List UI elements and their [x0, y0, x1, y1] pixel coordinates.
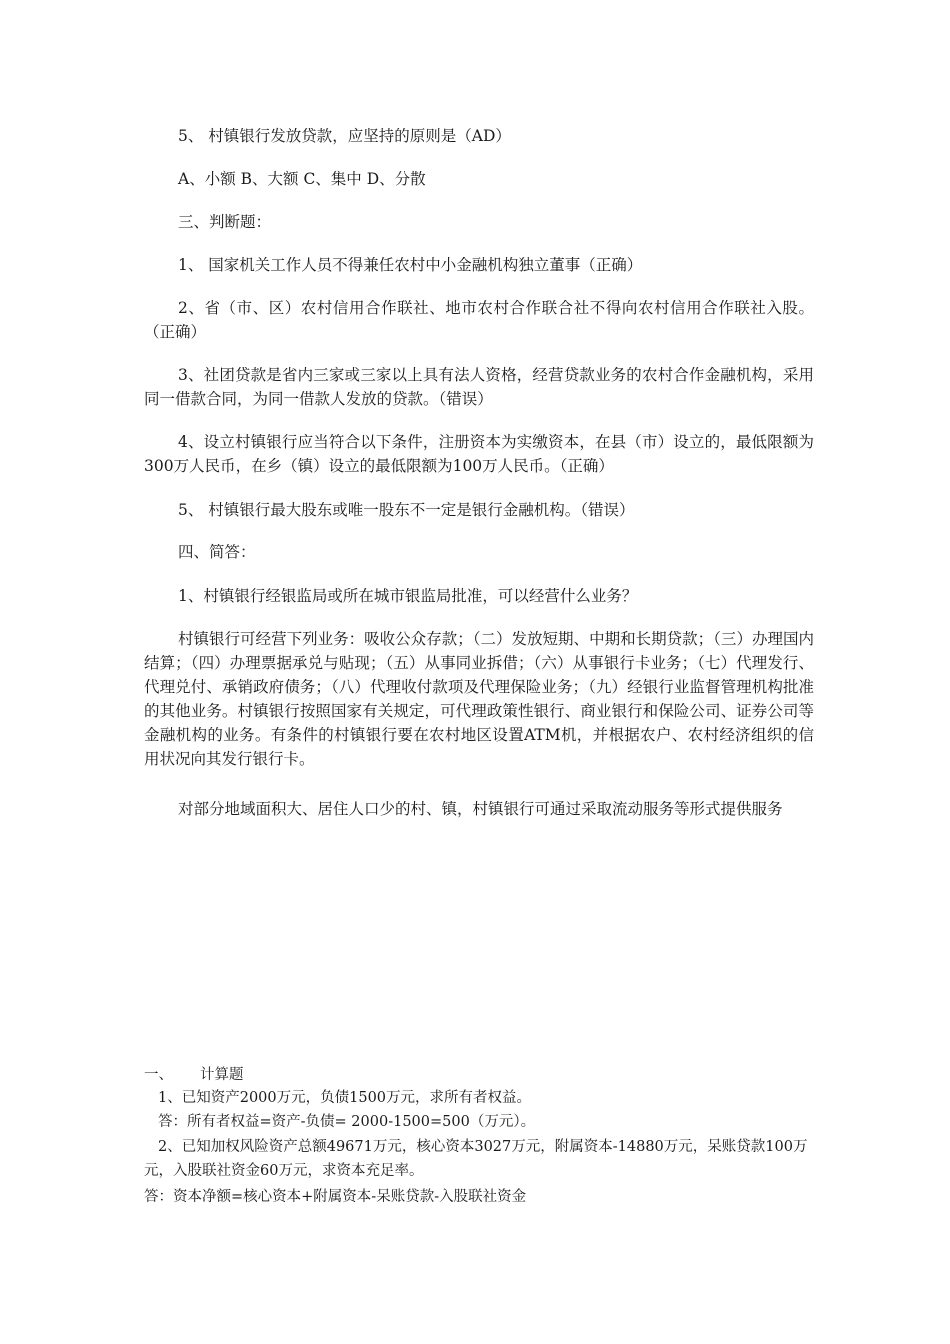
short-answer-answer-1: 村镇银行可经营下列业务：吸收公众存款；（二）发放短期、中期和长期贷款；（三）办理国内结算；（四）办理票据承兑与贴现；（五）从事同业拆借；（六）从事银行卡业务；（七）代理发行、代理兑付、承销政府债务；（八）代理收付款项及代理保险业务；（九）经银行业监督管理机构批准的其他业务。村镇银行按照国家有关规定，可代理政策性银行、商业银行和保险公司、证券公司等金融机构的业务。有条件的村镇银行要在农村地区设置ATM机，并根据农户、农村经济组织的信用状况向其发行银行卡。 [144, 630, 814, 768]
q5-options: A、小额 B、大额 C、集中 D、分散 [178, 170, 426, 188]
heading-text: 计算题 [200, 1067, 244, 1083]
short-answer-answer-1-continued: 对部分地域面积大、居住人口少的村、镇，村镇银行可通过采取流动服务等形式提供服务 [178, 800, 783, 818]
short-answer-question-1: 1、村镇银行经银监局或所在城市银监局批准，可以经营什么业务？ [178, 587, 638, 605]
calculation-question-1: 1、已知资产2000万元，负债1500万元，求所有者权益。 [158, 1090, 532, 1106]
true-false-item-2: 2、省（市、区）农村信用合作联社、地市农村合作联合社不得向农村信用合作联社入股。（正确） [144, 299, 814, 341]
true-false-item-4: 4、设立村镇银行应当符合以下条件，注册资本为实缴资本，在县（市）设立的，最低限额为300万人民币，在乡（镇）设立的最低限额为100万人民币。（正确） [144, 433, 814, 475]
true-false-item-5: 5、 村镇银行最大股东或唯一股东不一定是银行金融机构。（错误） [178, 501, 635, 519]
section-3-title: 三、判断题： [178, 213, 272, 231]
section-4-title: 四、简答： [178, 543, 256, 561]
true-false-item-1: 1、 国家机关工作人员不得兼任农村中小金融机构独立董事（正确） [178, 256, 643, 274]
q5-choice-question: 5、 村镇银行发放贷款，应坚持的原则是（AD） [178, 127, 511, 145]
calculation-answer-2: 答：资本净额=核心资本+附属资本-呆账贷款-入股联社资金 [144, 1189, 527, 1205]
calculation-answer-1: 答：所有者权益=资产-负债= 2000-1500=500（万元）。 [158, 1114, 536, 1130]
calculation-question-2: 2、已知加权风险资产总额49671万元，核心资本3027万元，附属资本-14880万元，呆账贷款100万元，入股联社资金60万元，求资本充足率。 [144, 1139, 808, 1179]
true-false-item-3: 3、社团贷款是省内三家或三家以上具有法人资格，经营贷款业务的农村合作金融机构，采用同一借款合同，为同一借款人发放的贷款。（错误） [144, 366, 814, 408]
heading-number: 一、 [144, 1067, 173, 1083]
calculation-section-heading [144, 1063, 814, 1087]
